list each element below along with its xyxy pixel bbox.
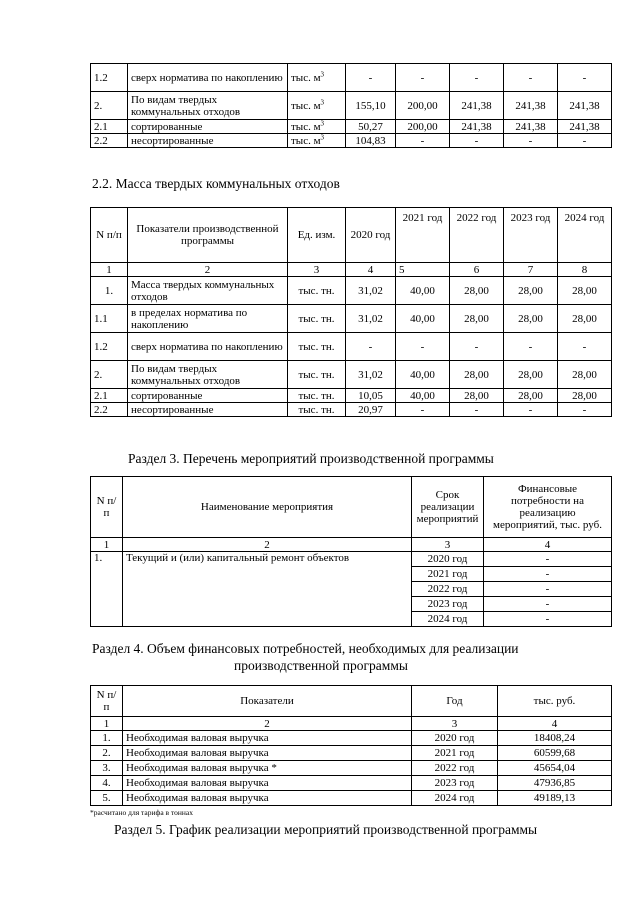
- table-header-row: N п/п Показатели производственной программы Ед. изм. 2020 год 2021 год 2022 год 2023 год 2024 год: [91, 208, 612, 263]
- table-volume-continued: [90, 63, 612, 148]
- table-row: 4. Необходимая валовая выручка 2023 год 47936,85: [91, 776, 612, 791]
- section-heading-3: Раздел 3. Перечень мероприятий производственной программы: [128, 451, 494, 466]
- unit-cell: тыс. $м^3$: [288, 92, 346, 120]
- table-row: 2. Необходимая валовая выручка 2021 год 60599,68: [91, 746, 612, 761]
- table-row: 2021 год -: [91, 567, 612, 582]
- table-waste-mass: [90, 207, 612, 417]
- table-row: 1.2 сверх норматива по накоплению тыс. тн. - - - - -: [91, 333, 612, 361]
- table-row: 1.2 сверх норматива по накоплению тыс. $м^3$ - - - - -: [91, 64, 612, 92]
- section-heading-2-2: 2.2. Масса твердых коммунальных отходов: [92, 176, 340, 191]
- table-row: 2024 год -: [91, 612, 612, 627]
- column-number-row: 1 2 3 4: [91, 538, 612, 552]
- table-row: 3. Необходимая валовая выручка * 2022 год 45654,04: [91, 761, 612, 776]
- table-row: 2.1 сортированные тыс. $м^3$ 50,27 200,00 241,38 241,38 241,38: [91, 120, 612, 134]
- table-row: 2. По видам твердых коммунальных отходов тыс. тн. 31,02 40,00 28,00 28,00 28,00: [91, 361, 612, 389]
- table-header-row: N п/п Наименование мероприятия Срок реализации мероприятий Финансовые потребности на реализацию мероприятий, тыс. руб.: [91, 477, 612, 538]
- section-heading-4-cont: производственной программы: [234, 658, 408, 673]
- unit-cell: тыс. $м^3$: [288, 120, 346, 134]
- table-header-row: N п/п Показатели Год тыс. руб.: [91, 686, 612, 717]
- section-heading-4: Раздел 4. Объем финансовых потребностей, необходимых для реализации: [92, 641, 519, 656]
- table-row: 1. Необходимая валовая выручка 2020 год 18408,24: [91, 731, 612, 746]
- column-number-row: 1 2 3 4: [91, 717, 612, 731]
- table-finance: [90, 685, 612, 806]
- unit-cell: тыс. $м^3$: [288, 134, 346, 148]
- table-row: 5. Необходимая валовая выручка 2024 год 49189,13: [91, 791, 612, 806]
- table-row: 2022 год -: [91, 582, 612, 597]
- footnote: *расчитано для тарифа в тоннах: [90, 808, 193, 817]
- table-row: 2.2 несортированные тыс. $м^3$ 104,83 - - - -: [91, 134, 612, 148]
- table-measures: [90, 476, 612, 627]
- table-row: 2.1 сортированные тыс. тн. 10,05 40,00 28,00 28,00 28,00: [91, 389, 612, 403]
- column-number-row: 1 2 3 4 5 6 7 8: [91, 263, 612, 277]
- table-row: 1. Масса твердых коммунальных отходов тыс. тн. 31,02 40,00 28,00 28,00 28,00: [91, 277, 612, 305]
- table-row: 2.2 несортированные тыс. тн. 20,97 - - - -: [91, 403, 612, 417]
- unit-cell: тыс. $м^3$: [288, 64, 346, 92]
- section-heading-5: Раздел 5. График реализации мероприятий производственной программы: [114, 822, 538, 837]
- table-row: 1. Текущий и (или) капитальный ремонт объектов 2020 год -: [91, 552, 612, 567]
- table-row: 1.1 в пределах норматива по накоплению тыс. тн. 31,02 40,00 28,00 28,00 28,00: [91, 305, 612, 333]
- table-row: 2023 год -: [91, 597, 612, 612]
- table-row: 2. По видам твердых коммунальных отходов тыс. $м^3$ 155,10 200,00 241,38 241,38 241,38: [91, 92, 612, 120]
